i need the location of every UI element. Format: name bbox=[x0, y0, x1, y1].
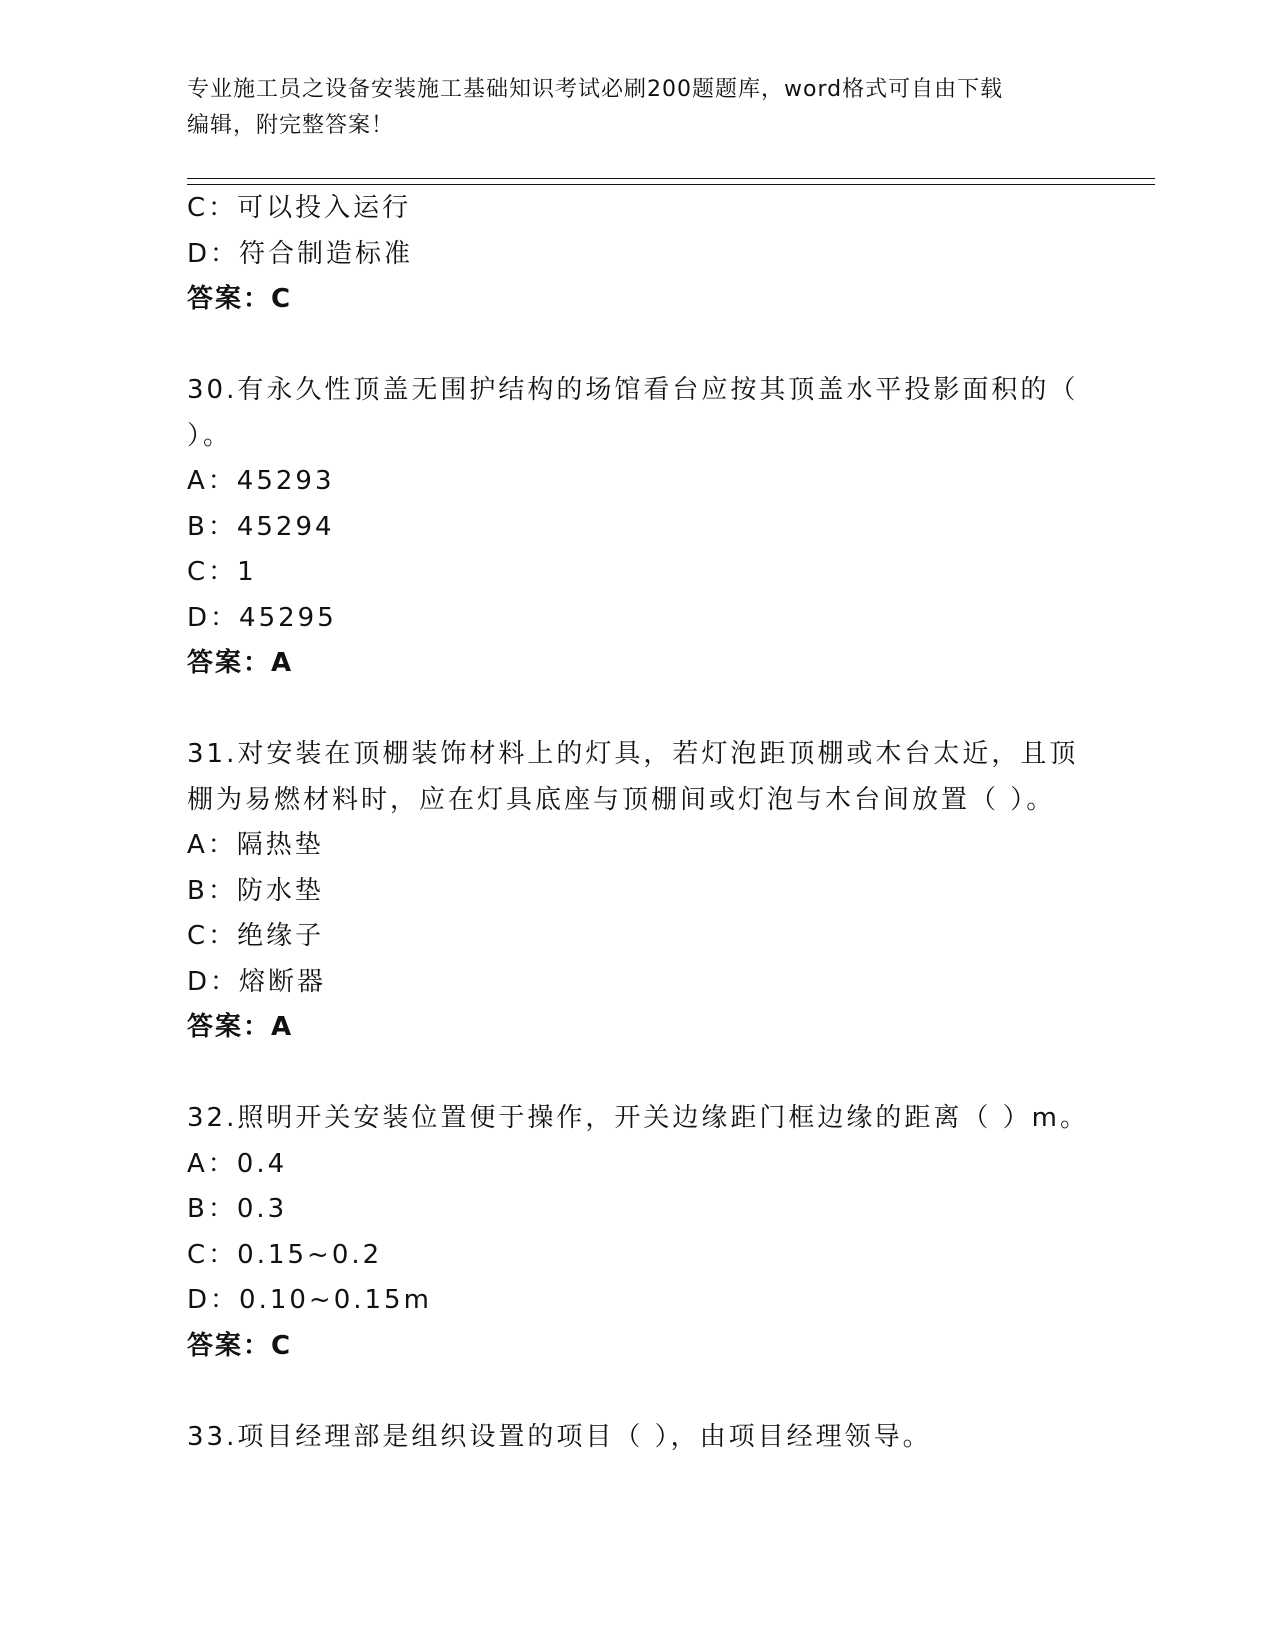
question-31 bbox=[187, 732, 1087, 1051]
option-a: A：45293 bbox=[187, 466, 335, 496]
spacer bbox=[187, 1369, 1087, 1415]
question-29-partial bbox=[187, 186, 1087, 323]
option-a: A：隔热垫 bbox=[187, 830, 324, 860]
option-b: B：45294 bbox=[187, 511, 335, 542]
question-stem-line: ）。 bbox=[187, 420, 233, 451]
question-stem-line: 33.项目经理部是组织设置的项目（ ），由项目经理领导。 bbox=[187, 1421, 932, 1452]
question-33 bbox=[187, 1415, 1087, 1461]
answer-line: 答案：A bbox=[187, 1012, 294, 1042]
option-a: A：0.4 bbox=[187, 1148, 288, 1179]
header-divider bbox=[187, 178, 1155, 185]
question-32 bbox=[187, 1096, 1087, 1369]
option-c: C：可以投入运行 bbox=[187, 193, 412, 223]
option-c: C：1 bbox=[187, 557, 257, 587]
header-title-line-2: 编辑，附完整答案！ bbox=[187, 113, 395, 138]
option-b: B：防水垫 bbox=[187, 875, 324, 906]
option-b: B：0.3 bbox=[187, 1194, 288, 1224]
option-d: D：45295 bbox=[187, 602, 337, 633]
option-d: D：符合制造标准 bbox=[187, 238, 414, 269]
question-30 bbox=[187, 368, 1087, 687]
option-d: D：0.10~0.15m bbox=[187, 1285, 432, 1315]
question-stem-line: 30.有永久性顶盖无围护结构的场馆看台应按其顶盖水平投影面积的（ bbox=[187, 375, 1079, 405]
header-title-line-1: 专业施工员之设备安装施工基础知识考试必刷200题题库，word格式可自由下载 bbox=[187, 77, 1004, 102]
question-stem-line: 棚为易燃材料时，应在灯具底座与顶棚间或灯泡与木台间放置（ ）。 bbox=[187, 784, 1056, 815]
answer-line: 答案：C bbox=[187, 1330, 293, 1361]
spacer bbox=[187, 1051, 1087, 1097]
question-stem-line: 31.对安装在顶棚装饰材料上的灯具，若灯泡距顶棚或木台太近，且顶 bbox=[187, 739, 1079, 769]
option-c: C：绝缘子 bbox=[187, 921, 325, 951]
spacer bbox=[187, 323, 1087, 369]
question-stem-line: 32.照明开关安装位置便于操作，开关边缘距门框边缘的距离（ ）m。 bbox=[187, 1103, 1089, 1133]
document-header bbox=[187, 72, 1067, 144]
answer-line: 答案：C bbox=[187, 284, 293, 314]
option-d: D：熔断器 bbox=[187, 966, 327, 997]
option-c: C：0.15~0.2 bbox=[187, 1239, 383, 1270]
spacer bbox=[187, 687, 1087, 733]
answer-line: 答案：A bbox=[187, 648, 294, 678]
question-list bbox=[187, 186, 1087, 1460]
